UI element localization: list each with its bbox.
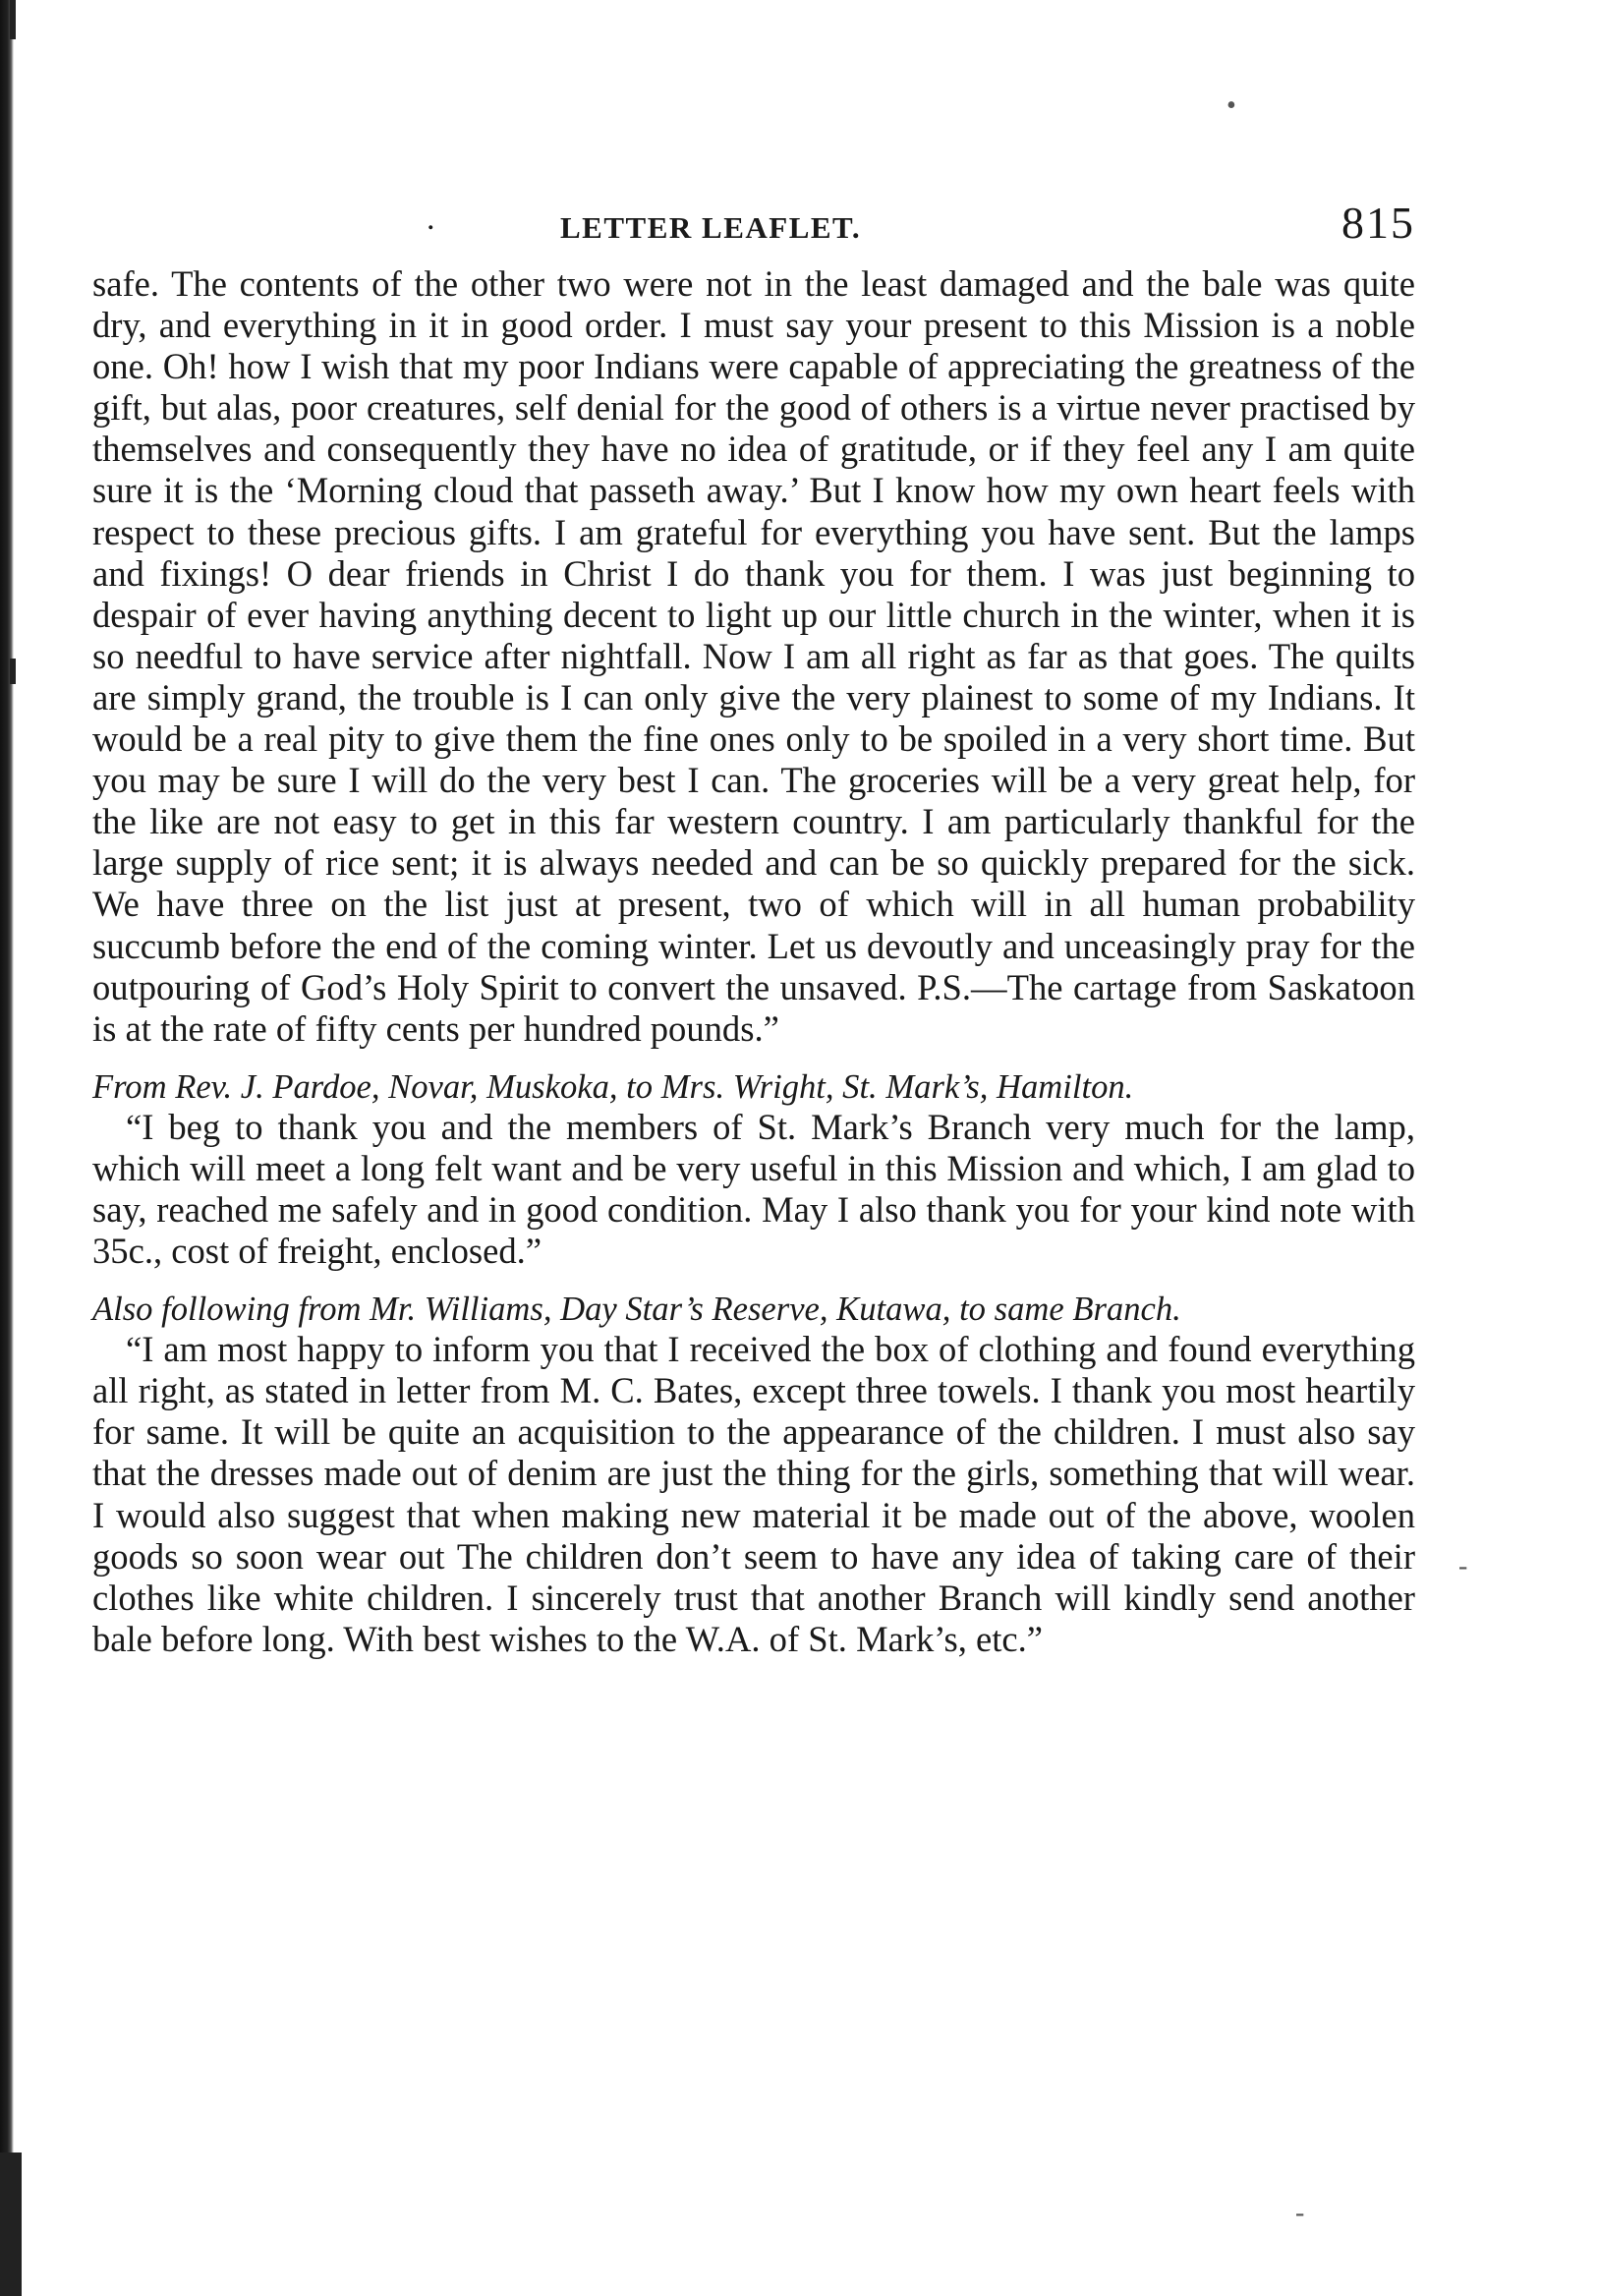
page-content [92,197,1415,1660]
running-title: LETTER LEAFLET. [560,210,862,245]
spine-mark-top [10,0,16,39]
book-spine-edge [0,0,14,2296]
spine-mark-bottom [0,2152,22,2296]
letter-heading-williams: Also following from Mr. Williams, Day Star’s Reserve, Kutawa, to same Branch. [92,1291,1181,1329]
page-number: 815 [1341,198,1415,248]
running-header [92,197,1415,256]
stray-mark-top: • [1226,90,1236,121]
letter-paragraph-2: “I beg to thank you and the members of St. Mark’s Branch very much for the lamp, which will meet a long felt want and be very useful in this Mission and which, I am glad to say, reached me safely and in good condition. May I also thank you for your kind note with 35c., cost of freight, enclosed.” [92,1106,1415,1272]
letter-paragraph-1: safe. The contents of the other two were not in the least damaged and the bale was quite dry, and everything in it in good order. I must say your present to this Mission is a noble one. Oh! how I wish that my poor Indians were capable of appreciating the greatness of the gift, but alas, poor creatures, self denial for the good of others is a virtue never practised by themselves and consequently they have no idea of gratitude, or if they feel any I am quite sure it is the ‘Morning cloud that passeth away.’ But I know how my own heart feels with respect to these precious gifts. I am grateful for everything you have sent. But the lamps and fixings! O dear friends in Christ I do thank you for them. I was just beginning to despair of ever having anything decent to light up our little church in the winter, when it is so needful to have service after nightfall. Now I am all right as far as that goes. The quilts are simply grand, the trouble is I can only give the very plainest to some of my Indians. It would be a real pity to give them the fine ones only to be spoiled in a very short time. But you may be sure I will do the very best I can. The groceries will be a very great help, for the like are not easy to get in this far western country. I am particularly thankful for the large supply of rice sent; it is always needed and can be so quickly prepared for the sick. We have three on the list just at present, two of which will in all human probability succumb before the end of the coming winter. Let us devoutly and unceasingly pray for the outpouring of God’s Holy Spirit to convert the unsaved. P.S.—The cartage from Saskatoon is at the rate of fifty cents per hundred pounds.” [92,263,1415,1049]
letter-paragraph-3: “I am most happy to inform you that I received the box of clothing and found everything all right, as stated in letter from M. C. Bates, except three towels. I thank you most heartily for same. It will be quite an acquisition to the appearance of the children. I must also say that the dresses made out of denim are just the thing for the girls, something that will wear. I would also suggest that when making new material it be made out of the above, woolen goods so soon wear out The children don’t seem to have any idea of taking care of their clothes like white children. I sincerely trust that another Branch will kindly send another bale before long. With best wishes to the W.A. of St. Mark’s, etc.” [92,1329,1415,1659]
stray-mark-right: - [1458,1551,1468,1581]
letter-heading-pardoe: From Rev. J. Pardoe, Novar, Muskoka, to Mrs. Wright, St. Mark’s, Hamilton. [92,1067,1134,1106]
spine-mark-mid [10,659,16,684]
stray-mark-bottom: - [1295,2198,1305,2228]
header-mark: . [427,201,435,237]
